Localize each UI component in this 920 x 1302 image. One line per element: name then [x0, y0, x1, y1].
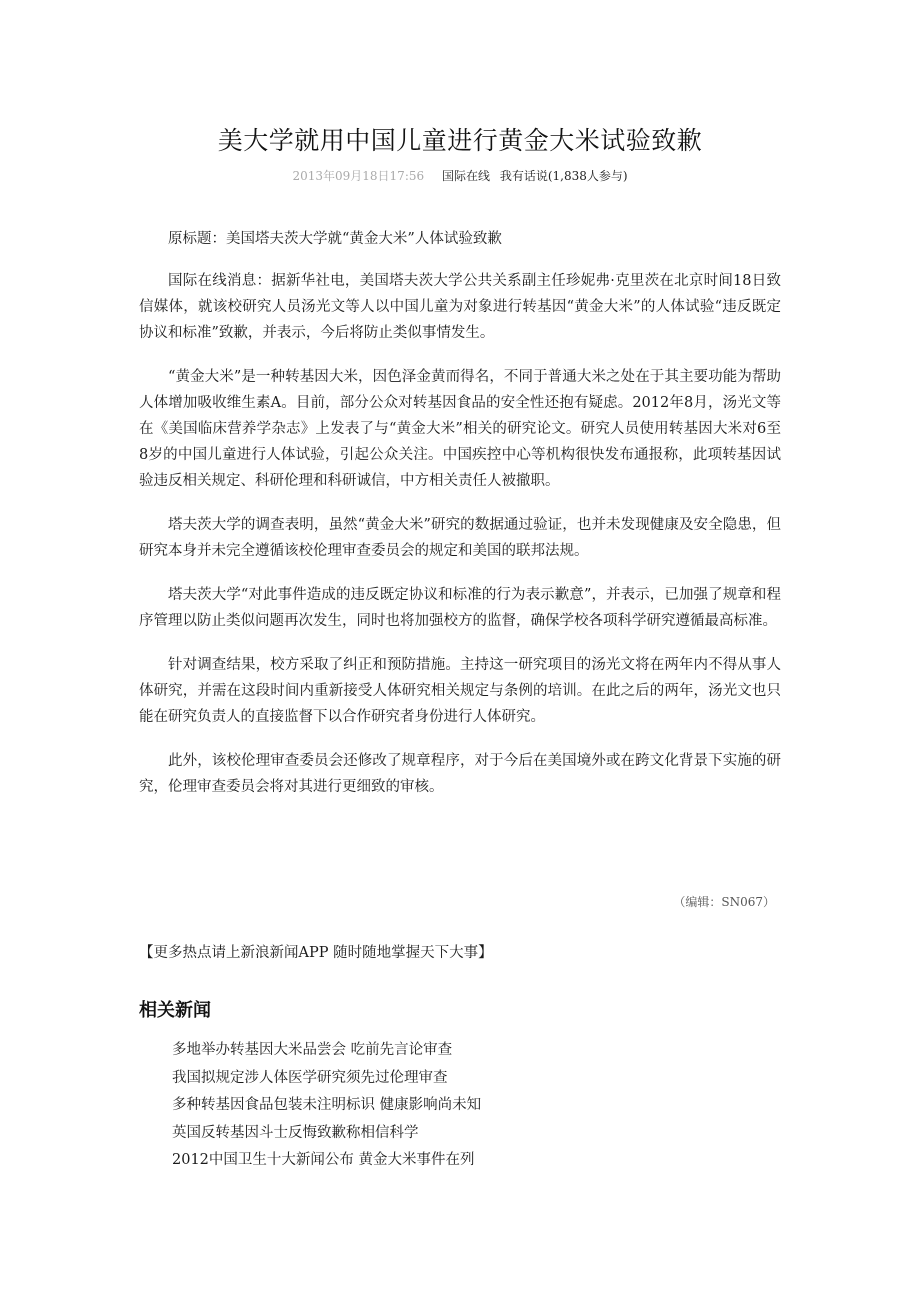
article-paragraph: 国际在线消息：据新华社电，美国塔夫茨大学公共关系副主任珍妮弗·克里茨在北京时间18日致信媒体，就该校研究人员汤光文等人以中国儿童为对象进行转基因“黄金大米”的人体试验“违反既定协议和标准”致歉，并表示，今后将防止类似事情发生。	[139, 273, 781, 341]
original-title-paragraph: 原标题：美国塔夫茨大学就“黄金大米”人体试验致歉	[168, 231, 502, 247]
related-news-link[interactable]: 英国反转基因斗士反悔致歉称相信科学	[172, 1124, 419, 1141]
article-title: 美大学就用中国儿童进行黄金大米试验致歉	[217, 126, 703, 155]
article-body	[139, 226, 781, 818]
editor-credit: （编辑：SN067）	[673, 895, 775, 909]
publish-timestamp: 2013年09月18日17:56	[292, 169, 425, 183]
article-paragraph: “黄金大米”是一种转基因大米，因色泽金黄而得名，不同于普通大米之处在于其主要功能为帮助人体增加吸收维生素A。目前，部分公众对转基因食品的安全性还抱有疑虑。2012年8月，汤光文等在《美国临床营养学杂志》上发表了与“黄金大米”相关的研究论文。研究人员使用转基因大米对6至8岁的中国儿童进行人体试验，引起公众关注。中国疾控中心等机构很快发布通报称，此项转基因试验违反相关规定、科研伦理和科研诚信，中方相关责任人被撤职。	[139, 369, 781, 489]
related-news-link[interactable]: 2012中国卫生十大新闻公布 黄金大米事件在列	[172, 1152, 475, 1168]
related-news-link[interactable]: 多地举办转基因大米品尝会 吃前先言论审查	[172, 1042, 453, 1058]
related-news-heading: 相关新闻	[139, 1000, 211, 1021]
article-paragraph: 塔夫茨大学“对此事件造成的违反既定协议和标准的行为表示歉意”，并表示，已加强了规章和程序管理以防止类似问题再次发生，同时也将加强校方的监督，确保学校各项科学研究遵循最高标准。	[139, 587, 781, 629]
source-link[interactable]: 国际在线	[441, 169, 490, 183]
related-news-link[interactable]: 我国拟规定涉人体医学研究须先过伦理审查	[172, 1069, 448, 1086]
article-paragraph: 针对调查结果，校方采取了纠正和预防措施。主持这一研究项目的汤光文将在两年内不得从事人体研究，并需在这段时间内重新接受人体研究相关规定与条例的培训。在此之后的两年，汤光文也只能在研究负责人的直接监督下以合作研究者身份进行人体研究。	[139, 657, 781, 725]
app-promo-link[interactable]: 【更多热点请上新浪新闻APP 随时随地掌握天下大事】	[139, 945, 493, 961]
article-paragraph: 此外，该校伦理审查委员会还修改了规章程序，对于今后在美国境外或在跨文化背景下实施的研究，伦理审查委员会将对其进行更细致的审核。	[139, 753, 781, 795]
comments-link[interactable]: 我有话说(1,838人参与)	[499, 169, 628, 183]
related-news-link[interactable]: 多种转基因食品包装未注明标识 健康影响尚未知	[172, 1097, 482, 1113]
related-news-list	[172, 1037, 481, 1175]
article-meta	[0, 167, 920, 184]
article-paragraph: 塔夫茨大学的调查表明，虽然“黄金大米”研究的数据通过验证，也并未发现健康及安全隐患，但研究本身并未完全遵循该校伦理审查委员会的规定和美国的联邦法规。	[139, 517, 781, 559]
